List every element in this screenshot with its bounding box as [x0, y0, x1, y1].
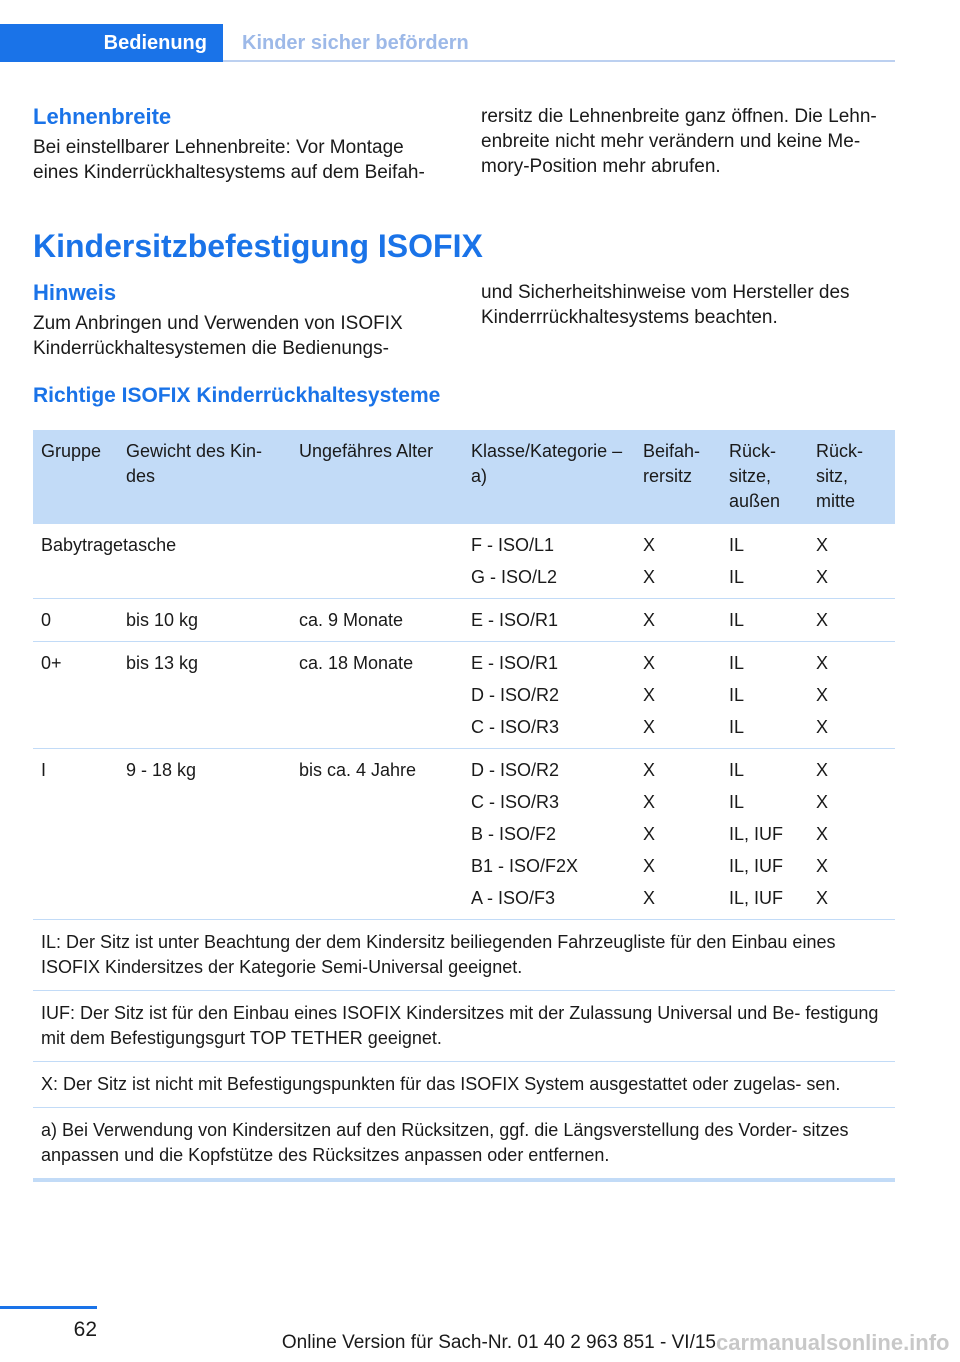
note-x: X: Der Sitz ist nicht mit Befestigungspunkten für das ISOFIX System ausgestattet oder zugelas- sen. — [33, 1062, 895, 1108]
cell-line: X — [816, 610, 829, 630]
lehnenbreite-text-left: Bei einstellbarer Lehnenbreite: Vor Montage eines Kinderrückhaltesystems auf dem Beifah- — [33, 137, 425, 183]
cell-line: X — [816, 685, 829, 705]
cell-line: X — [643, 717, 656, 737]
table-row — [33, 749, 895, 920]
cell-line: B1 - ISO/F2X — [471, 856, 579, 876]
cell-gruppe: 0+ — [33, 642, 118, 749]
watermark: carmanualsonline.info — [716, 1330, 950, 1355]
cell-line: X — [643, 760, 656, 780]
cell-line: X — [816, 567, 829, 587]
cell-beifahrer — [635, 642, 721, 749]
cell-beifahrer — [635, 749, 721, 920]
cell-line: X — [816, 653, 829, 673]
cell-line: C - ISO/R3 — [471, 717, 560, 737]
lehnenbreite-left-column — [33, 103, 453, 185]
cell-line: X — [816, 888, 829, 908]
cell-line: X — [643, 610, 656, 630]
cell-line: IL — [729, 535, 745, 555]
lehnenbreite-text-right: rersitz die Lehnenbreite ganz öffnen. Die Lehn- enbreite nicht mehr verändern und keine Me- mory-Position mehr abrufen. — [481, 106, 877, 177]
cell-gewicht: 9 - 18 kg — [118, 749, 291, 920]
lehnenbreite-right-column — [481, 104, 899, 179]
cell-gruppe: 0 — [33, 599, 118, 642]
cell-mitte — [808, 599, 895, 642]
note-iuf: IUF: Der Sitz ist für den Einbau eines ISOFIX Kindersitzes mit der Zulassung Universal und Be- festigung mit dem Befestigungsgurt TOP TETHER geeignet. — [33, 991, 895, 1062]
cell-line: X — [643, 653, 656, 673]
header-gruppe: Gruppe — [33, 430, 118, 524]
header-alter: Ungefähres Alter — [291, 430, 463, 524]
cell-line: X — [643, 888, 656, 908]
cell-gewicht: bis 10 kg — [118, 599, 291, 642]
cell-line: IL — [729, 717, 745, 737]
cell-aussen — [721, 524, 808, 599]
cell-aussen — [721, 642, 808, 749]
cell-line: D - ISO/R2 — [471, 685, 560, 705]
cell-line: X — [816, 535, 829, 555]
table-note-row — [33, 920, 895, 991]
isofix-table — [33, 430, 895, 1182]
cell-line: X — [816, 856, 829, 876]
cell-line: F - ISO/L1 — [471, 535, 555, 555]
tab-kinder-sicher-befoerdern[interactable]: Kinder sicher befördern — [242, 31, 469, 54]
table-row — [33, 599, 895, 642]
cell-line: G - ISO/L2 — [471, 567, 558, 587]
hinweis-right-column — [481, 280, 891, 330]
header-ruecksitz-mitte: Rück- sitz, mitte — [808, 430, 895, 524]
header-klasse: Klasse/Kategorie – a) — [463, 430, 635, 524]
cell-line: E - ISO/R1 — [471, 610, 559, 630]
cell-klasse — [463, 524, 635, 599]
cell-line: IL — [729, 653, 745, 673]
table-heading: Richtige ISOFIX Kinderrückhaltesysteme — [33, 384, 441, 407]
cell-line: IL, IUF — [729, 856, 784, 876]
cell-klasse — [463, 599, 635, 642]
cell-line: IL — [729, 760, 745, 780]
hinweis-text-left: Zum Anbringen und Verwenden von ISOFIX Kinderrückhaltesystemen die Bedienungs- — [33, 313, 403, 359]
cell-line: IL, IUF — [729, 888, 784, 908]
cell-aussen — [721, 749, 808, 920]
cell-alter: bis ca. 4 Jahre — [291, 749, 463, 920]
table-row — [33, 524, 895, 599]
cell-line: X — [643, 856, 656, 876]
cell-alter: ca. 18 Monate — [291, 642, 463, 749]
cell-line: X — [816, 792, 829, 812]
cell-line: X — [643, 685, 656, 705]
hinweis-left-column — [33, 279, 453, 361]
tab-bedienung[interactable]: Bedienung — [0, 24, 223, 62]
cell-gruppe: Babytragetasche — [33, 524, 463, 599]
hinweis-heading: Hinweis — [33, 280, 117, 305]
cell-aussen — [721, 599, 808, 642]
isofix-title: Kindersitzbefestigung ISOFIX — [33, 228, 483, 264]
cell-line: X — [643, 535, 656, 555]
page-number: 62 — [73, 1318, 97, 1341]
cell-mitte — [808, 642, 895, 749]
note-a: a) Bei Verwendung von Kindersitzen auf den Rücksitzen, ggf. die Längsverstellung des Vorder- sitzes anpassen und die Kopfstütze des Rücksitzes anpassen oder entfernen. — [33, 1108, 895, 1181]
header-beifahrersitz: Beifah- rersitz — [635, 430, 721, 524]
cell-line: X — [643, 567, 656, 587]
table-row — [33, 642, 895, 749]
cell-klasse — [463, 749, 635, 920]
cell-beifahrer — [635, 599, 721, 642]
cell-line: IL, IUF — [729, 824, 784, 844]
cell-alter: ca. 9 Monate — [291, 599, 463, 642]
cell-beifahrer — [635, 524, 721, 599]
cell-line: IL — [729, 567, 745, 587]
cell-mitte — [808, 524, 895, 599]
header-divider — [223, 60, 895, 62]
page-header — [0, 0, 960, 62]
table-note-row — [33, 1062, 895, 1108]
cell-line: IL — [729, 610, 745, 630]
cell-line: IL — [729, 685, 745, 705]
cell-line: E - ISO/R1 — [471, 653, 559, 673]
cell-line: C - ISO/R3 — [471, 792, 560, 812]
cell-line: X — [643, 824, 656, 844]
cell-line: IL — [729, 792, 745, 812]
cell-klasse — [463, 642, 635, 749]
cell-line: B - ISO/F2 — [471, 824, 557, 844]
cell-line: D - ISO/R2 — [471, 760, 560, 780]
header-ruecksitze-aussen: Rück- sitze, außen — [721, 430, 808, 524]
table-header-row — [33, 430, 895, 524]
lehnenbreite-heading: Lehnenbreite — [33, 104, 172, 129]
cell-line: X — [816, 824, 829, 844]
page-number-rule — [0, 1306, 97, 1309]
cell-line: X — [816, 760, 829, 780]
table-note-row — [33, 1108, 895, 1181]
cell-gewicht: bis 13 kg — [118, 642, 291, 749]
cell-line: X — [816, 717, 829, 737]
note-il: IL: Der Sitz ist unter Beachtung der dem Kindersitz beiliegenden Fahrzeugliste für den Einbau eines ISOFIX Kindersitzes der Kategorie Semi-Universal geeignet. — [33, 920, 895, 991]
table-note-row — [33, 991, 895, 1062]
hinweis-text-right: und Sicherheitshinweise vom Hersteller des Kinderrrückhaltesystems beachten. — [481, 282, 850, 328]
cell-line: A - ISO/F3 — [471, 888, 556, 908]
header-gewicht: Gewicht des Kin- des — [118, 430, 291, 524]
online-version-note: Online Version für Sach-Nr. 01 40 2 963 851 - VI/15 — [281, 1332, 716, 1353]
cell-gruppe: I — [33, 749, 118, 920]
cell-mitte — [808, 749, 895, 920]
cell-line: X — [643, 792, 656, 812]
